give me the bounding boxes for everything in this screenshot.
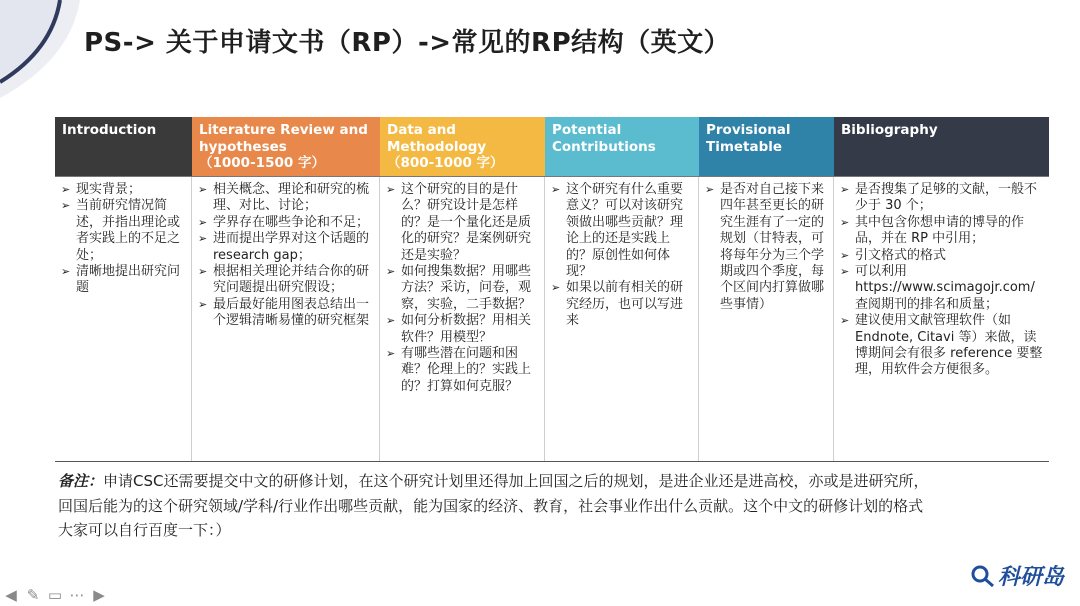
arrow-left-icon[interactable]: ◀ [5, 586, 17, 604]
column-header-bibliography [834, 117, 1049, 176]
list-item: ➢ 是否搜集了足够的文献，一般不少于 30 个； [840, 182, 1043, 215]
page-title: PS-> 关于申请文书（RP）->常见的RP结构（英文） [84, 28, 731, 58]
table-header-row [55, 117, 1049, 176]
column-header-word-count: （1000-1500 字） [199, 155, 325, 171]
column-header-data-methodology [380, 117, 545, 176]
brand-logo-text: 科研岛 [997, 565, 1064, 590]
note-line: 大家可以自行百度一下：） [58, 521, 231, 539]
pen-icon[interactable]: ✎ [26, 586, 40, 604]
column-header-potential-contributions [545, 117, 699, 176]
column-header-label: Provisional Timetable [706, 122, 791, 155]
table-body-row [55, 176, 1049, 462]
column-header-introduction [55, 117, 192, 176]
list-item: ➢ 其中包含你想申请的博导的作品，并在 RP 中引用； [840, 215, 1043, 248]
arrow-right-icon[interactable]: ▶ [93, 586, 105, 604]
list-item: ➢ 有哪些潜在问题和困难？伦理上的？实践上的？打算如何克服？ [386, 346, 538, 395]
column-header-label: Bibliography [841, 122, 938, 138]
slide-nav-bar [2, 586, 108, 604]
list-item: ➢ 学界存在哪些争论和不足； [198, 215, 373, 231]
list-item: ➢ 如何搜集数据？用哪些方法？采访，问卷，观察，实验，二手数据？ [386, 264, 538, 313]
brand-logo [970, 560, 1064, 591]
column-body-introduction [55, 177, 192, 461]
note-label: 备注： [58, 472, 104, 490]
column-header-word-count: （800-1000 字） [387, 155, 504, 171]
column-body-provisional-timetable [699, 177, 834, 461]
list-item: ➢ 当前研究情况简述，并指出理论或者实践上的不足之处； [61, 198, 185, 264]
corner-decoration [0, 0, 90, 100]
note-line: 回国后能为的这个研究领域/学科/行业作出哪些贡献，能为国家的经济、教育，社会事业作出什么贡献。这个中文的研修计划的格式 [58, 496, 924, 515]
list-item: ➢ 根据相关理论并结合你的研究问题提出研究假设； [198, 264, 373, 297]
list-item: ➢ 清晰地提出研究问题 [61, 264, 185, 297]
list-item: ➢ 最后最好能用图表总结出一个逻辑清晰易懂的研究框架 [198, 297, 373, 330]
list-item: ➢ 这个研究有什么重要意义？可以对该研究领做出哪些贡献？理论上的还是实践上的？原创性如何体现？ [551, 182, 692, 280]
list-item: ➢ 如何分析数据？用相关软件？用模型？ [386, 313, 538, 346]
column-body-data-methodology [380, 177, 545, 461]
column-header-provisional-timetable [699, 117, 834, 176]
column-header-label: Data and Methodology [387, 122, 487, 155]
rp-structure-table [55, 117, 1049, 462]
comment-icon[interactable]: ▭ [47, 586, 63, 604]
column-header-literature-review [192, 117, 380, 176]
column-header-label: Literature Review and hypotheses [199, 122, 368, 155]
column-header-label: Potential Contributions [552, 122, 656, 155]
list-item: ➢ 这个研究的目的是什么？研究设计是怎样的？是一个量化还是质化的研究？是案例研究还是实验？ [386, 182, 538, 264]
list-item: ➢ 是否对自己接下来四年甚至更长的研究生涯有了一定的规划（甘特表，可将每年分为三个学期或四个季度，每个区间内打算做哪些事情） [705, 182, 827, 313]
list-item: ➢ 现实背景； [61, 182, 185, 198]
list-item: ➢ 可以利用 https://www.scimagojr.com/查阅期刊的排名和质量； [840, 264, 1043, 313]
list-item: ➢ 相关概念、理论和研究的梳理、对比、讨论； [198, 182, 373, 215]
magnifier-icon [970, 564, 996, 588]
note-line: 申请CSC还需要提交中文的研修计划，在这个研究计划里还得加上回国之后的规划，是进企业还是进高校，亦或是进研究所， [103, 472, 929, 490]
column-body-bibliography [834, 177, 1049, 461]
list-item: ➢ 进而提出学界对这个话题的 research gap； [198, 231, 373, 264]
list-item: ➢ 引文格式的格式 [840, 248, 1043, 264]
column-body-literature-review [192, 177, 380, 461]
column-header-label: Introduction [62, 122, 157, 138]
list-item: ➢ 如果以前有相关的研究经历，也可以写进来 [551, 280, 692, 329]
more-icon[interactable]: ⋯ [69, 586, 85, 604]
note-paragraph [58, 469, 1018, 543]
list-item: ➢ 建议使用文献管理软件（如 Endnote, Citavi 等）来做，读博期间会有很多 reference 要整理，用软件会方便很多。 [840, 313, 1043, 379]
column-body-potential-contributions [545, 177, 699, 461]
